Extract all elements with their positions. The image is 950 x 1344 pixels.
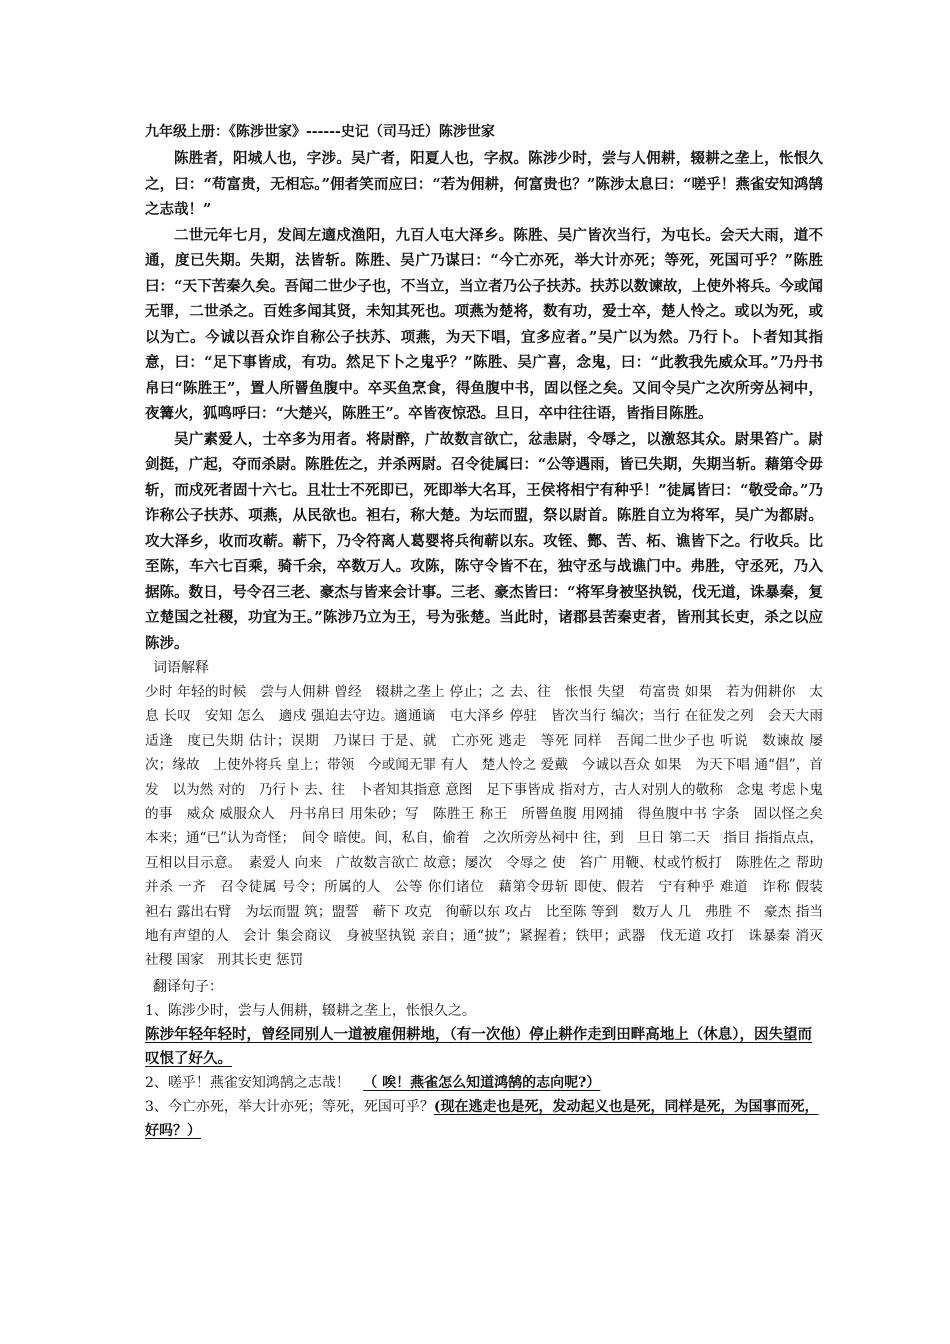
vocab-glossary: 少时 年轻的时候 尝与人佣耕 曾经 辍耕之垄上 停止；之 去、往 怅恨 失望 苟富贵 如果 若为佣耕你 太息 长叹 安知 怎么 適戍 强迫去守边。適通谪 屯大泽乡 停驻 皆次当行 编次；当行 在征发之列 会天大雨 适逢 度已失期 估计；误期 乃谋曰 于是、就 亡亦死 逃走 等死 同样 吾闻二世少子也 听说 数谏故 屡次；缘故 上使外将兵 皇上；带领 今或闻无罪 有人 楚人怜之 爱戴 今诚以吾众 如果 为天下唱 通“倡”，首发 以为然 对的 乃行卜 去、往 卜者知其指意 意图 足下事皆成 指对方，古人对别人的敬称 念鬼 考虑卜鬼的事 威众 威服众人 丹书帛曰 用朱砂；写 陈胜王 称王 所罾鱼腹 用网捕 得鱼腹中书 字条 固以怪之矣 本来；通“已”认为奇怪； 间令 暗使。间，私自，偷着 之次所旁丛祠中 往，到 旦日 第二天 指目 指指点点，互相以目示意。 素爱人 向来 广故数言欲亡 故意；屡次 令辱之 使 笞广 用鞭、杖或竹板打 陈胜佐之 帮助 并杀 一齐 召令徒属 号令；所属的人 公等 你们诸位 藉第令毋斩 即使、假若 宁有种乎 难道 诈称 假装 袒右 露出右臂 为坛而盟 筑；盟誓 蕲下 攻克 徇蕲以东 攻占 比至陈 等到 数万人 几 弗胜 不 豪杰 指当地有声望的人 会计 集会商议 身被坚执锐 亲自；通“披”；紧握着；铁甲；武器 伐无道 攻打 诛暴秦 消灭 社稷 国家 刑其长吏 惩罚 — [145, 684, 837, 969]
document-page — [145, 118, 837, 1143]
paragraph-2: 二世元年七月，发闾左適戍渔阳，九百人屯大泽乡。陈胜、吴广皆次当行，为屯长。会天大雨，道不通，度已失期。失期，法皆斩。陈胜、吴广乃谋曰：“今亡亦死，举大计亦死；等死，死国可乎？”陈胜曰：“天下苦秦久矣。吾闻二世少子也，不当立，当立者乃公子扶苏。扶苏以数谏故，上使外将兵。今或闻无罪，二世杀之。百姓多闻其贤，未知其死也。项燕为楚将，数有功，爱士卒，楚人怜之。或以为死，或以为亡。今诚以吾众诈自称公子扶苏、项燕，为天下唱，宜多应者。”吴广以为然。乃行卜。卜者知其指意，曰：“足下事皆成，有功。然足下卜之鬼乎？”陈胜、吴广喜，念鬼，曰：“此教我先威众耳。”乃丹书帛曰“陈胜王”，置人所罾鱼腹中。卒买鱼烹食，得鱼腹中书，固以怪之矣。又间令吴广之次所旁丛祠中，夜篝火，狐鸣呼曰：“大楚兴，陈胜王”。卒皆夜惊恐。旦日，卒中往往语，皆指目陈胜。 — [145, 226, 823, 422]
translation-answer-2: （ 唉！燕雀怎么知道鸿鹄的志向呢?） — [363, 1074, 601, 1091]
document-title: 九年级上册：《陈涉世家》------史记（司马迁）陈涉世家 — [145, 124, 495, 140]
translation-item-3 — [145, 1095, 823, 1143]
translation-question-3: 3、今亡亦死，举大计亦死；等死，死国可乎？ — [145, 1098, 434, 1115]
paragraph-1: 陈胜者，阳城人也，字涉。吴广者，阳夏人也，字叔。陈涉少时，尝与人佣耕，辍耕之垄上，怅恨久之，曰：“苟富贵，无相忘。”佣者笑而应曰：“若为佣耕，何富贵也？”陈涉太息曰：“嗟乎！燕雀安知鸿鹄之志哉！” — [145, 150, 823, 218]
translation-item-2 — [145, 1071, 823, 1095]
paragraph-3: 吴广素爱人，士卒多为用者。将尉醉，广故数言欲亡，忿恚尉，令辱之，以激怒其众。尉果笞广。尉剑挺，广起，夺而杀尉。陈胜佐之，并杀两尉。召令徒属曰：“公等遇雨，皆已失期，失期当斩。藉第令毋斩，而戍死者固十六七。且壮士不死即已，死即举大名耳，王侯将相宁有种乎！”徒属皆曰：“敬受命。”乃诈称公子扶苏、项燕，从民欲也。袒右，称大楚。为坛而盟，祭以尉首。陈胜自立为将军，吴广为都尉。攻大泽乡，收而攻蕲。蕲下，乃令符离人葛婴将兵徇蕲以东。攻铚、酂、苦、柘、谯皆下之。行收兵。比至陈，车六七百乘，骑千余，卒数万人。攻陈，陈守令皆不在，独守丞与战谯门中。弗胜，守丞死，乃入据陈。数日，号令召三老、豪杰与皆来会计事。三老、豪杰皆曰：“将军身被坚执锐，伐无道，诛暴秦，复立楚国之社稷，功宜为王。”陈涉乃立为王，号为张楚。当此时，诸郡县苦秦吏者，皆刑其长吏，杀之以应陈涉。 — [145, 430, 823, 652]
translation-answer-1: 陈涉年轻年轻时，曾经同别人一道被雇佣耕地，（有一次他）停止耕作走到田畔高地上（休息），因失望而叹恨了好久。 — [145, 1025, 812, 1067]
translation-heading: 翻译句子： — [153, 978, 223, 995]
translation-answer-3: (现在逃走也是死，发动起义也是死，同样是死，为国事而死，好吗？） — [145, 1098, 819, 1139]
translation-question-1: 1、陈涉少时，尝与人佣耕，辍耕之垄上，怅恨久之。 — [145, 1002, 476, 1019]
translation-question-2: 2、嗟乎！燕雀安知鸿鹄之志哉！ — [145, 1074, 350, 1091]
vocab-heading: 词语解释 — [153, 660, 209, 676]
